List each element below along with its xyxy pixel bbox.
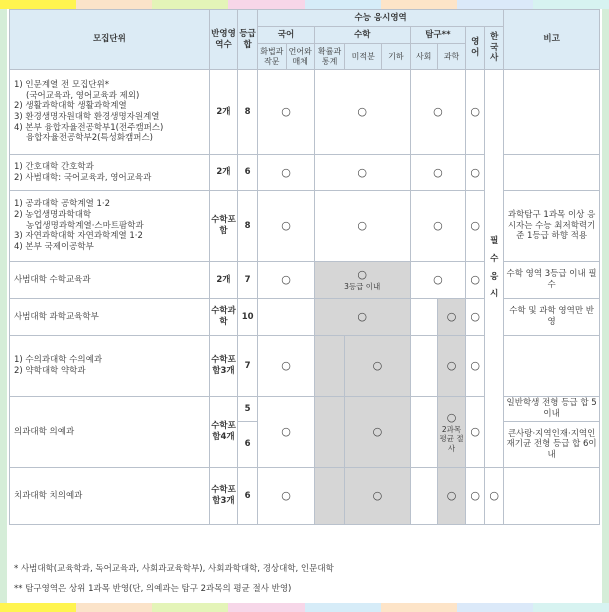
korean-circle: ○ [258,191,315,262]
bottom-color-stripe [0,603,609,612]
grade-sum: 6 [238,422,258,468]
unit-line: 2) 약학대학 약학과 [14,366,86,376]
footnote-2: ** 탐구영역은 상위 1과목 반영(단, 의예과는 탐구 2과목의 평균 절사 반영) [14,584,292,594]
grade-sum: 5 [238,397,258,422]
stripe-segment [457,0,533,9]
grade-sum: 8 [238,70,258,155]
stripe-segment [533,603,609,612]
stripe-segment [381,0,457,9]
unit-line: 1) 간호대학 간호학과 [14,161,94,172]
stripe-segment [228,0,304,9]
english-circle: ○ [466,70,485,155]
prob-stats-cell [314,336,344,397]
top-color-stripe [0,0,609,9]
grade-sum: 10 [238,299,258,336]
unit-line: 융합자율전공학부2(특성화캠퍼스) [26,133,153,144]
unit-line: 3) 자연과학대학 자연과학계열 1·2 [14,231,143,242]
unit-line: 4) 본부 융합자율전공학부1(전주캠퍼스) [14,122,164,133]
unit-line: 1) 수의과대학 수의예과 [14,355,103,366]
table-row [10,468,600,525]
reflect-count: 수학포함 [209,191,237,262]
english-circle: ○ [466,191,485,262]
stripe-segment [381,603,457,612]
unit-line: 2) 사범대학: 국어교육과, 영어교육과 [14,172,152,183]
stripe-segment [305,603,381,612]
header-calculus: 미적분 [345,44,382,70]
reflect-count: 수학포함4개 [209,397,237,468]
grade-sum: 8 [238,191,258,262]
unit-line: 2) 농업생명과학대학 [14,210,92,221]
unit-cell: 사범대학 과학교육학부 [10,299,210,336]
math-circle: ○ [314,155,410,191]
stripe-segment [152,603,228,612]
remark-cell [504,336,600,397]
stripe-segment [457,603,533,612]
korean-circle: ○ [258,262,315,299]
remark-cell: 과학탐구 1과목 이상 응시자는 수능 최저학력기준 1등급 하향 적용 [504,191,600,262]
grade-sum: 7 [238,336,258,397]
science-circle: ○ [437,336,465,397]
unit-line: 4) 본부 국제이공학부 [14,241,94,252]
header-math: 수학 [314,27,410,44]
reflect-count: 수학포함3개 [209,336,237,397]
table-row [10,70,600,155]
table-row [10,397,600,422]
math-circle: ○ [314,191,410,262]
header-korean-history: 한국사 [485,27,504,70]
unit-cell: 사범대학 수학교육과 [10,262,210,299]
history-required-text: 필수응시 [490,235,499,300]
footnote-1: * 사범대학(교육학과, 독어교육과, 사회과교육학부), 사회과학대학, 경상대학, 인문대학 [14,564,334,574]
header-suneung-area: 수능 응시영역 [258,10,504,27]
header-unit: 모집단위 [10,10,210,70]
table-row [10,299,600,336]
english-circle: ○ [466,299,485,336]
reflect-count: 수학과학 [209,299,237,336]
english-circle: ○ [466,397,485,468]
math-circle: ○ [314,70,410,155]
korean-circle: ○ [258,155,315,191]
header-english: 영어 [466,27,485,70]
math-circle: ○ [345,397,410,468]
grade-sum: 6 [238,155,258,191]
stripe-segment [228,603,304,612]
english-circle: ○ [466,336,485,397]
stripe-segment [533,0,609,9]
left-border-strip [0,9,7,603]
inquiry-circle: ○ [410,155,466,191]
english-circle: ○ [466,155,485,191]
social-cell [410,468,437,525]
social-cell [410,397,437,468]
header-inquiry: 탐구** [410,27,466,44]
reflect-count: 2개 [209,262,237,299]
history-required [485,70,504,468]
math-circle: ○ [345,336,410,397]
stripe-segment [76,0,152,9]
stripe-segment [305,0,381,9]
unit-line: 3) 환경생명자원대학 환경생명자원계열 [14,112,160,122]
reflect-count: 수학포함3개 [209,468,237,525]
unit-line: 1) 인문계열 전 모집단위* [14,80,109,91]
korean-cell [258,299,315,336]
header-grade-sum: 등급합 [238,10,258,70]
table-row [10,262,600,299]
reflect-count: 2개 [209,155,237,191]
table-row [10,336,600,397]
admission-criteria-table [9,9,600,525]
grade-sum: 6 [238,468,258,525]
stripe-segment [0,603,76,612]
stripe-segment [152,0,228,9]
remark-cell [504,468,600,525]
remark-cell: 큰사랑·지역인재·지역인재기균 전형 등급 합 6이내 [504,422,600,468]
remark-cell: 일반학생 전형 등급 합 5이내 [504,397,600,422]
header-korean: 국어 [258,27,315,44]
unit-cell [10,70,210,155]
header-remarks: 비고 [504,10,600,70]
unit-line: 2) 생활과학대학 생활과학계열 [14,101,127,112]
math-circle: ○ [357,268,367,282]
remark-cell: 수학 영역 3등급 이내 필수 [504,262,600,299]
unit-line: (국어교육과, 영어교육과 제외) [26,90,140,101]
social-cell [410,336,437,397]
header-social: 사회 [410,44,437,70]
science-cell [437,397,465,468]
social-cell [410,299,437,336]
math-cell [314,262,410,299]
prob-stats-cell [314,397,344,468]
header-probability-stats: 확률과통계 [314,44,344,70]
korean-circle: ○ [258,397,315,468]
science-condition: 2과목 평균 절사 [439,424,464,453]
english-circle: ○ [466,262,485,299]
science-circle: ○ [437,468,465,525]
science-circle: ○ [446,411,457,425]
header-geometry: 기하 [382,44,410,70]
stripe-segment [0,0,76,9]
korean-circle: ○ [258,336,315,397]
prob-stats-cell [314,468,344,525]
header-science: 과학 [437,44,465,70]
korean-circle: ○ [258,70,315,155]
math-condition: 3등급 이내 [344,282,381,292]
remark-cell: 수학 및 과학 영역만 반영 [504,299,600,336]
unit-line: 1) 공과대학 공학계열 1·2 [14,199,111,210]
right-border-strip [602,9,609,603]
korean-circle: ○ [258,468,315,525]
history-circle: ○ [485,468,504,525]
reflect-count: 2개 [209,70,237,155]
math-circle: ○ [314,299,410,336]
unit-line: 농업생명과학계열·스마트팜학과 [26,220,144,231]
science-circle: ○ [437,299,465,336]
unit-cell: 의과대학 의예과 [10,397,210,468]
inquiry-circle: ○ [410,70,466,155]
english-circle: ○ [466,468,485,525]
header-speech-writing: 화법과작문 [258,44,286,70]
header-reflect-count: 반영영역수 [209,10,237,70]
unit-cell [10,336,210,397]
stripe-segment [76,603,152,612]
table-row [10,191,600,262]
inquiry-circle: ○ [410,191,466,262]
unit-cell [10,191,210,262]
remark-cell [504,70,600,155]
table-row [10,155,600,191]
inquiry-circle: ○ [410,262,466,299]
math-circle: ○ [345,468,410,525]
header-language-media: 언어와매체 [286,44,314,70]
grade-sum: 7 [238,262,258,299]
unit-cell: 치과대학 치의예과 [10,468,210,525]
unit-cell [10,155,210,191]
remark-cell [504,155,600,191]
